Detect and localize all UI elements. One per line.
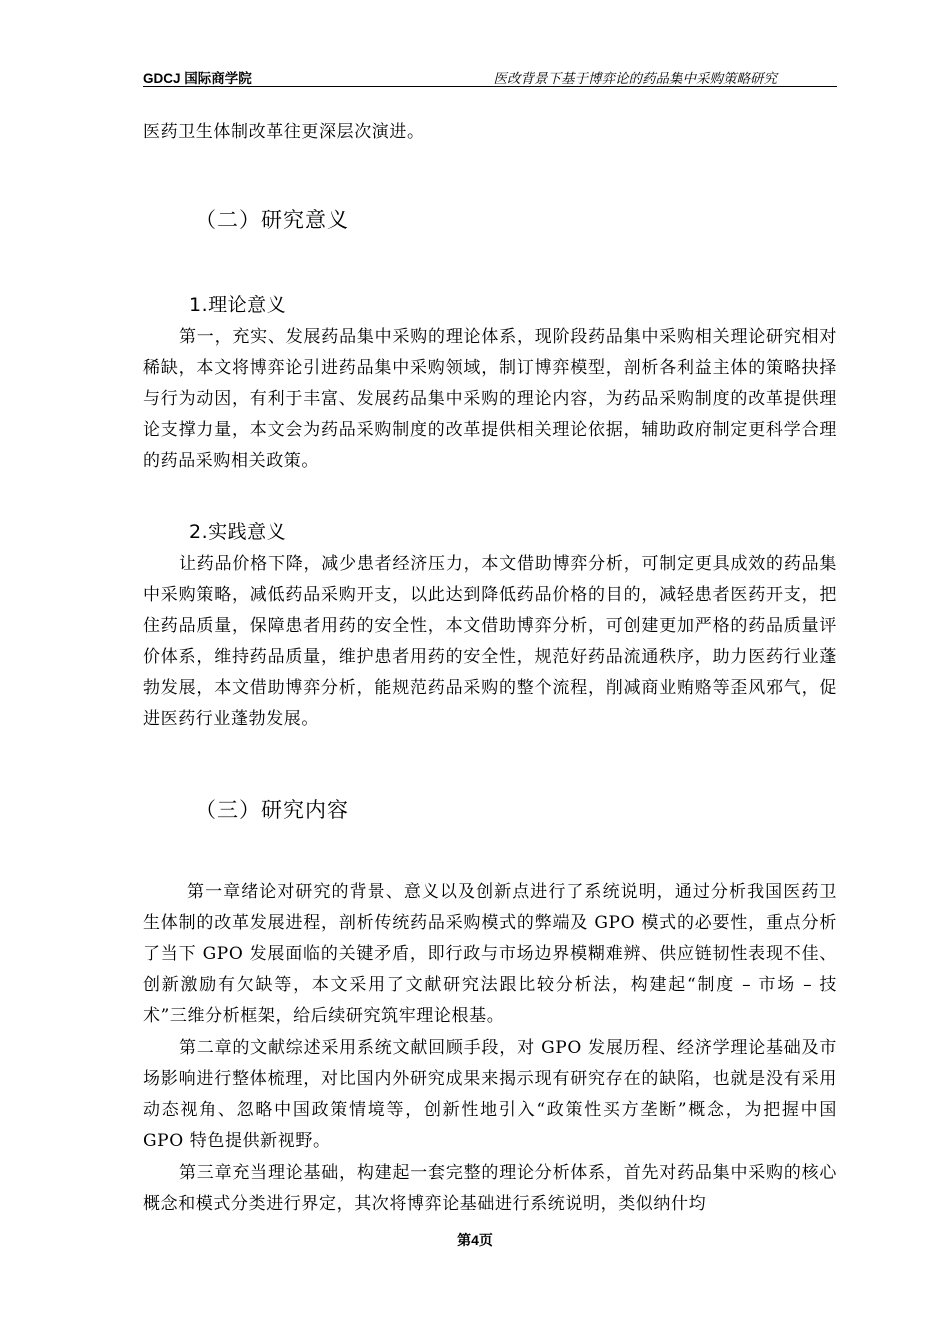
page-header <box>143 66 837 87</box>
theory-significance-title: 1.理论意义 <box>189 294 287 316</box>
chapter-2-paragraph: 第二章的文献综述采用系统文献回顾手段，对 GPO 发展历程、经济学理论基础及市场影响进行整体梳理，对比国内外研究成果来揭示现有研究存在的缺陷，也就是没有采用动态视角、忽略中国政策情境等，创新性地引入“政策性买方垄断”概念，为把握中国 GPO 特色提供新视野。 <box>143 1038 837 1151</box>
header-institution: GDCJ 国际商学院 <box>143 71 252 86</box>
practice-significance-title: 2.实践意义 <box>189 521 287 543</box>
section-2-title: （二）研究意义 <box>195 208 349 232</box>
chapter-3-paragraph: 第三章充当理论基础，构建起一套完整的理论分析体系，首先对药品集中采购的核心概念和模式分类进行界定，其次将博弈论基础进行系统说明，类似纳什均 <box>143 1163 837 1214</box>
theory-significance-paragraph: 第一，充实、发展药品集中采购的理论体系，现阶段药品集中采购相关理论研究相对稀缺，本文将博弈论引进药品集中采购领域，制订博弈模型，剖析各利益主体的策略抉择与行为动因，有利于丰富、发展药品集中采购的理论内容，为药品采购制度的改革提供理论支撑力量，本文会为药品采购制度的改革提供相关理论依据，辅助政府制定更科学合理的药品采购相关政策。 <box>143 327 837 471</box>
section-3-title: （三）研究内容 <box>195 798 349 822</box>
chapter-1-paragraph: 第一章绪论对研究的背景、意义以及创新点进行了系统说明，通过分析我国医药卫生体制的改革发展进程，剖析传统药品采购模式的弊端及 GPO 模式的必要性，重点分析了当下 GPO 发展面临的关键矛盾，即行政与市场边界模糊难辨、供应链韧性表现不佳、创新激励有欠缺等，本文采用了文献研究法跟比较分析法，构建起“制度 – 市场 – 技术”三维分析框架，给后续研究筑牢理论根基。 <box>143 882 837 1026</box>
practice-significance-paragraph: 让药品价格下降，减少患者经济压力，本文借助博弈分析，可制定更具成效的药品集中采购策略，减低药品采购开支，以此达到降低药品价格的目的，减轻患者医药开支，把住药品质量，保障患者用药的安全性，本文借助博弈分析，可创建更加严格的药品质量评价体系，维持药品质量，维护患者用药的安全性，规范好药品流通秩序，助力医药行业蓬勃发展，本文借助博弈分析，能规范药品采购的整个流程，削减商业贿赂等歪风邪气，促进医药行业蓬勃发展。 <box>143 554 837 729</box>
intro-tail-paragraph: 医药卫生体制改革往更深层次演进。 <box>143 122 425 142</box>
page-number: 第4页 <box>457 1232 493 1248</box>
header-thesis-title: 医改背景下基于博弈论的药品集中采购策略研究 <box>493 71 777 87</box>
